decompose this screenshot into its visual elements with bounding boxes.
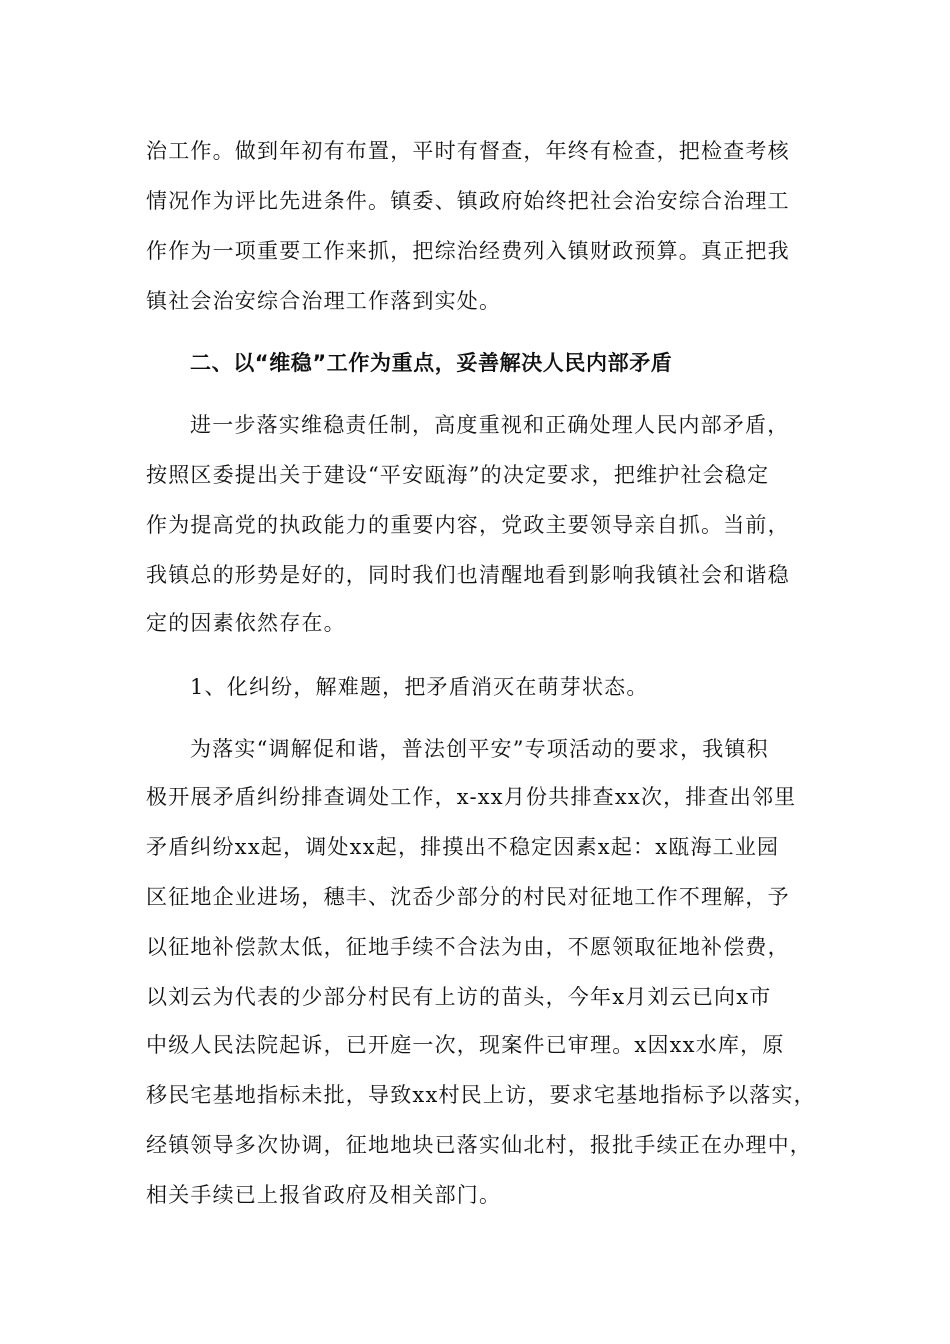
paragraph-line: 进一步落实维稳责任制，高度重视和正确处理人民内部矛盾， <box>190 413 790 437</box>
paragraph-line: 极开展矛盾纠纷排查调处工作，x-xx月份共排查xx次，排查出邻里 <box>146 785 797 809</box>
paragraph-line: 相关手续已上报省政府及相关部门。 <box>146 1183 502 1207</box>
paragraph-line: 按照区委提出关于建设“平安瓯海”的决定要求，把维护社会稳定 <box>146 463 770 487</box>
paragraph-line: 定的因素依然存在。 <box>146 611 346 635</box>
paragraph-line: 移民宅基地指标未批，导致xx村民上访，要求宅基地指标予以落实， <box>146 1083 816 1107</box>
paragraph-line: 镇社会治安综合治理工作落到实处。 <box>146 289 502 313</box>
paragraph-line: 作为提高党的执政能力的重要内容，党政主要领导亲自抓。当前， <box>146 513 790 537</box>
paragraph-line: 作作为一项重要工作来抓，把综治经费列入镇财政预算。真正把我 <box>146 239 790 263</box>
paragraph-line: 矛盾纠纷xx起，调处xx起，排摸出不稳定因素x起：x瓯海工业园 <box>146 835 780 859</box>
paragraph-line: 我镇总的形势是好的，同时我们也清醒地看到影响我镇社会和谐稳 <box>146 563 790 587</box>
paragraph-line: 区征地企业进场，穗丰、沈岙少部分的村民对征地工作不理解，予 <box>146 885 790 909</box>
paragraph-line: 治工作。做到年初有布置，平时有督查，年终有检查，把检查考核 <box>146 139 790 163</box>
paragraph-line: 以刘云为代表的少部分村民有上访的苗头，今年x月刘云已向x市 <box>146 985 772 1009</box>
paragraph-line: 情况作为评比先进条件。镇委、镇政府始终把社会治安综合治理工 <box>146 189 790 213</box>
paragraph-line: 以征地补偿款太低，征地手续不合法为由，不愿领取征地补偿费， <box>146 935 790 959</box>
section-heading: 二、以“维稳”工作为重点，妥善解决人民内部矛盾 <box>190 351 673 375</box>
paragraph-line: 为落实“调解促和谐，普法创平安”专项活动的要求，我镇积 <box>190 737 769 761</box>
paragraph-line: 经镇领导多次协调，征地地块已落实仙北村，报批手续正在办理中， <box>146 1133 812 1157</box>
paragraph-line: 中级人民法院起诉，已开庭一次，现案件已审理。x因xx水库，原 <box>146 1033 785 1057</box>
subsection-heading: 1、化纠纷，解难题，把矛盾消灭在萌芽状态。 <box>190 675 649 699</box>
